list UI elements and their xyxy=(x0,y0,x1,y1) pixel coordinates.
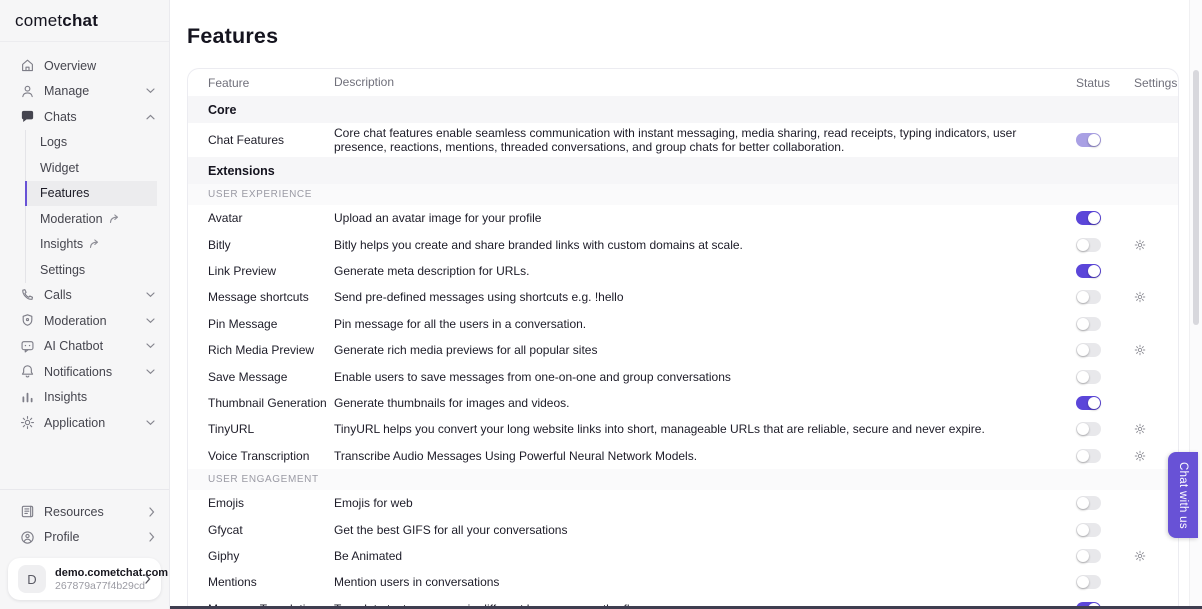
account-domain: demo.cometchat.com xyxy=(55,566,169,579)
toggle-message-shortcuts[interactable] xyxy=(1076,290,1101,304)
sidebar-item-moderation[interactable] xyxy=(0,308,169,334)
toggle-pin-message[interactable] xyxy=(1076,317,1101,331)
section-label: Extensions xyxy=(208,163,275,178)
user-icon xyxy=(19,83,35,99)
account-app-id: 267879a77f4b29cd xyxy=(55,579,145,592)
settings-cell xyxy=(1120,344,1178,356)
sidebar-item-label: Application xyxy=(44,415,106,430)
sidebar-item-label: Insights xyxy=(40,237,84,252)
cometchat-logo xyxy=(0,0,169,42)
chevron-down-icon xyxy=(146,343,155,349)
feature-description: Pin message for all the users in a conversation. xyxy=(334,316,587,331)
sidebar-item-insights[interactable] xyxy=(0,232,169,258)
status-cell xyxy=(1064,575,1120,589)
toggle-link-preview[interactable] xyxy=(1076,264,1101,278)
section-label: Core xyxy=(208,102,237,117)
chevron-right-icon xyxy=(149,532,155,542)
toggle-knob xyxy=(1088,397,1100,409)
toggle-chat-features[interactable] xyxy=(1076,133,1101,147)
feature-row-giphy xyxy=(188,543,1178,569)
status-cell xyxy=(1064,496,1120,510)
header-feature: Feature xyxy=(208,75,250,90)
toggle-knob xyxy=(1077,450,1089,462)
feature-row-avatar xyxy=(188,205,1178,231)
chevron-down-icon xyxy=(146,420,155,426)
sidebar-item-chats[interactable] xyxy=(0,104,169,130)
settings-cell xyxy=(1120,291,1178,303)
settings-gear-giphy[interactable] xyxy=(1134,550,1146,562)
sidebar-item-label: Moderation xyxy=(40,211,103,226)
header-settings: Settings xyxy=(1134,75,1178,90)
feature-description: Generate rich media previews for all popular sites xyxy=(334,343,598,358)
feature-name: TinyURL xyxy=(208,422,255,437)
feature-name: Chat Features xyxy=(208,133,285,148)
status-cell xyxy=(1064,290,1120,304)
feature-row-link-preview xyxy=(188,258,1178,284)
sidebar-item-calls[interactable] xyxy=(0,283,169,309)
sidebar-item-features[interactable] xyxy=(0,181,169,207)
status-cell xyxy=(1064,264,1120,278)
status-cell xyxy=(1064,317,1120,331)
feature-description: Emojis for web xyxy=(334,496,413,511)
logo-text-light: comet xyxy=(15,10,63,30)
sidebar-item-settings[interactable] xyxy=(0,257,169,283)
chevron-down-icon xyxy=(146,318,155,324)
table-header-row xyxy=(188,69,1178,96)
feature-row-rich-media-preview xyxy=(188,337,1178,363)
toggle-knob xyxy=(1077,576,1089,588)
chevron-right-icon xyxy=(145,574,151,584)
feature-description: Send pre-defined messages using shortcuts e.g. !hello xyxy=(334,290,624,305)
chevron-right-icon xyxy=(149,507,155,517)
feature-row-mentions xyxy=(188,569,1178,595)
toggle-knob xyxy=(1077,291,1089,303)
feature-description: Transcribe Audio Messages Using Powerful Neural Network Models. xyxy=(334,448,698,463)
shield-icon xyxy=(19,313,35,329)
toggle-rich-media-preview[interactable] xyxy=(1076,343,1101,357)
sidebar-item-overview[interactable] xyxy=(0,53,169,79)
header-description: Description xyxy=(334,75,395,90)
feature-name: Bitly xyxy=(208,237,231,252)
feature-name: Rich Media Preview xyxy=(208,343,315,358)
status-cell xyxy=(1064,238,1120,252)
feature-description: Mention users in conversations xyxy=(334,575,500,590)
sidebar-item-label: Insights xyxy=(44,390,88,405)
feature-description: Upload an avatar image for your profile xyxy=(334,211,542,226)
scrollbar-thumb[interactable] xyxy=(1193,70,1199,325)
toggle-knob xyxy=(1088,134,1100,146)
account-info xyxy=(55,566,169,592)
page-title: Features xyxy=(187,24,279,48)
status-cell xyxy=(1064,422,1120,436)
toggle-knob xyxy=(1077,318,1089,330)
feature-name: Avatar xyxy=(208,211,243,226)
settings-gear-rich-media-preview[interactable] xyxy=(1134,344,1146,356)
feature-name: Save Message xyxy=(208,369,288,384)
subsection-row-user-experience xyxy=(188,184,1178,205)
feature-description: TinyURL helps you convert your long website links into short, manageable URLs that are reliable, secure and never expire. xyxy=(334,422,985,437)
toggle-knob xyxy=(1077,344,1089,356)
logo-text-bold: chat xyxy=(62,10,99,30)
sidebar-item-resources[interactable] xyxy=(0,499,169,525)
feature-name: Thumbnail Generation xyxy=(208,395,327,410)
sidebar-item-label: Chats xyxy=(44,109,77,124)
status-cell xyxy=(1064,211,1120,225)
feature-row-bitly xyxy=(188,231,1178,257)
toggle-knob xyxy=(1077,371,1089,383)
status-cell xyxy=(1064,396,1120,410)
sidebar-item-widget[interactable] xyxy=(0,155,169,181)
toggle-knob xyxy=(1077,550,1089,562)
feature-name: Pin Message xyxy=(208,316,278,331)
sidebar-item-label: Profile xyxy=(44,530,80,545)
sidebar-item-insights[interactable] xyxy=(0,385,169,411)
subsection-label: USER ENGAGEMENT xyxy=(208,473,319,485)
toggle-tinyurl[interactable] xyxy=(1076,422,1101,436)
settings-cell xyxy=(1120,550,1178,562)
feature-row-save-message xyxy=(188,363,1178,389)
feature-row-message-shortcuts xyxy=(188,284,1178,310)
bell-icon xyxy=(19,364,35,380)
status-cell xyxy=(1064,449,1120,463)
toggle-save-message[interactable] xyxy=(1076,370,1101,384)
sidebar-footer-nav xyxy=(0,489,169,552)
sidebar-item-label: Resources xyxy=(44,504,104,519)
external-link-icon xyxy=(109,214,120,224)
toggle-gfycat[interactable] xyxy=(1076,523,1101,537)
sidebar-item-label: Logs xyxy=(40,135,68,150)
resources-icon xyxy=(19,504,35,520)
sidebar-item-notifications[interactable] xyxy=(0,359,169,385)
chevron-down-icon xyxy=(146,369,155,375)
sidebar-item-label: AI Chatbot xyxy=(44,339,104,354)
feature-row-thumbnail-generation xyxy=(188,390,1178,416)
toggle-giphy[interactable] xyxy=(1076,549,1101,563)
sidebar-item-moderation[interactable] xyxy=(0,206,169,232)
sidebar-nav xyxy=(0,42,169,489)
status-cell xyxy=(1064,343,1120,357)
chat-with-us-button[interactable]: Chat with us xyxy=(1168,452,1198,538)
toggle-knob xyxy=(1077,239,1089,251)
home-icon xyxy=(19,58,35,74)
sidebar-item-label: Calls xyxy=(44,288,72,303)
sidebar xyxy=(0,0,170,609)
feature-name: Emojis xyxy=(208,496,245,511)
sidebar-item-label: Features xyxy=(40,186,90,201)
feature-description: Get the best GIFS for all your conversations xyxy=(334,522,568,537)
feature-name: Gfycat xyxy=(208,522,243,537)
toggle-mentions[interactable] xyxy=(1076,575,1101,589)
sidebar-item-label: Notifications xyxy=(44,364,113,379)
sidebar-item-label: Overview xyxy=(44,58,97,73)
account-card[interactable] xyxy=(8,558,169,600)
section-row-core xyxy=(188,96,1178,123)
settings-gear-message-shortcuts[interactable] xyxy=(1134,291,1146,303)
toggle-knob xyxy=(1088,212,1100,224)
feature-name: Mentions xyxy=(208,575,257,590)
feature-row-voice-transcription xyxy=(188,443,1178,469)
avatar: D xyxy=(18,565,46,593)
feature-description: Generate meta description for URLs. xyxy=(334,264,530,279)
toggle-voice-transcription[interactable] xyxy=(1076,449,1101,463)
gear-icon xyxy=(19,415,35,431)
feature-name: Voice Transcription xyxy=(208,448,310,463)
chevron-down-icon xyxy=(146,292,155,298)
sidebar-item-label: Moderation xyxy=(44,313,107,328)
feature-name: Message shortcuts xyxy=(208,290,309,305)
status-cell xyxy=(1064,549,1120,563)
feature-row-emojis xyxy=(188,490,1178,516)
toggle-bitly[interactable] xyxy=(1076,238,1101,252)
feature-description: Generate thumbnails for images and videos. xyxy=(334,395,570,410)
header-status: Status xyxy=(1076,75,1111,90)
sidebar-item-label: Settings xyxy=(40,262,86,277)
toggle-knob xyxy=(1077,497,1089,509)
feature-description: Be Animated xyxy=(334,548,403,563)
toggle-knob xyxy=(1077,524,1089,536)
sidebar-item-application[interactable] xyxy=(0,410,169,436)
settings-gear-bitly[interactable] xyxy=(1134,239,1146,251)
sidebar-item-logs[interactable] xyxy=(0,130,169,156)
settings-cell xyxy=(1120,239,1178,251)
sidebar-item-label: Widget xyxy=(40,160,79,175)
status-cell xyxy=(1064,523,1120,537)
feature-row-chat-features xyxy=(188,123,1178,157)
feature-description: Enable users to save messages from one-on-one and group conversations xyxy=(334,369,731,384)
bot-icon xyxy=(19,338,35,354)
section-row-extensions xyxy=(188,157,1178,184)
feature-row-tinyurl xyxy=(188,416,1178,442)
settings-cell xyxy=(1120,423,1178,435)
sidebar-item-profile[interactable] xyxy=(0,525,169,551)
features-table xyxy=(187,68,1179,609)
toggle-knob xyxy=(1077,423,1089,435)
table-body xyxy=(188,96,1178,609)
feature-row-gfycat xyxy=(188,516,1178,542)
subsection-label: USER EXPERIENCE xyxy=(208,189,313,201)
sidebar-item-label: Manage xyxy=(44,84,90,99)
insights-icon xyxy=(19,389,35,405)
sidebar-item-manage[interactable] xyxy=(0,79,169,105)
chevron-up-icon xyxy=(146,114,155,120)
toggle-thumbnail-generation[interactable] xyxy=(1076,396,1101,410)
subsection-row-user-engagement xyxy=(188,469,1178,490)
external-link-icon xyxy=(89,239,100,249)
status-cell xyxy=(1064,370,1120,384)
chevron-down-icon xyxy=(146,88,155,94)
sidebar-item-ai-chatbot[interactable] xyxy=(0,334,169,360)
feature-row-pin-message xyxy=(188,311,1178,337)
feature-name: Link Preview xyxy=(208,264,277,279)
chat-icon xyxy=(19,109,35,125)
profile-icon xyxy=(19,529,35,545)
phone-icon xyxy=(19,287,35,303)
status-cell xyxy=(1064,133,1120,147)
toggle-knob xyxy=(1088,265,1100,277)
feature-description: Core chat features enable seamless communication with instant messaging, media sharing, read receipts, typing indicators, user presence, reactions, mentions, threaded conversations, and group chats for better collaboration. xyxy=(334,126,1017,155)
feature-name: Giphy xyxy=(208,548,240,563)
settings-gear-voice-transcription[interactable] xyxy=(1134,450,1146,462)
settings-gear-tinyurl[interactable] xyxy=(1134,423,1146,435)
toggle-emojis[interactable] xyxy=(1076,496,1101,510)
feature-description: Bitly helps you create and share branded links with custom domains at scale. xyxy=(334,237,743,252)
toggle-avatar[interactable] xyxy=(1076,211,1101,225)
main-content xyxy=(170,0,1202,609)
